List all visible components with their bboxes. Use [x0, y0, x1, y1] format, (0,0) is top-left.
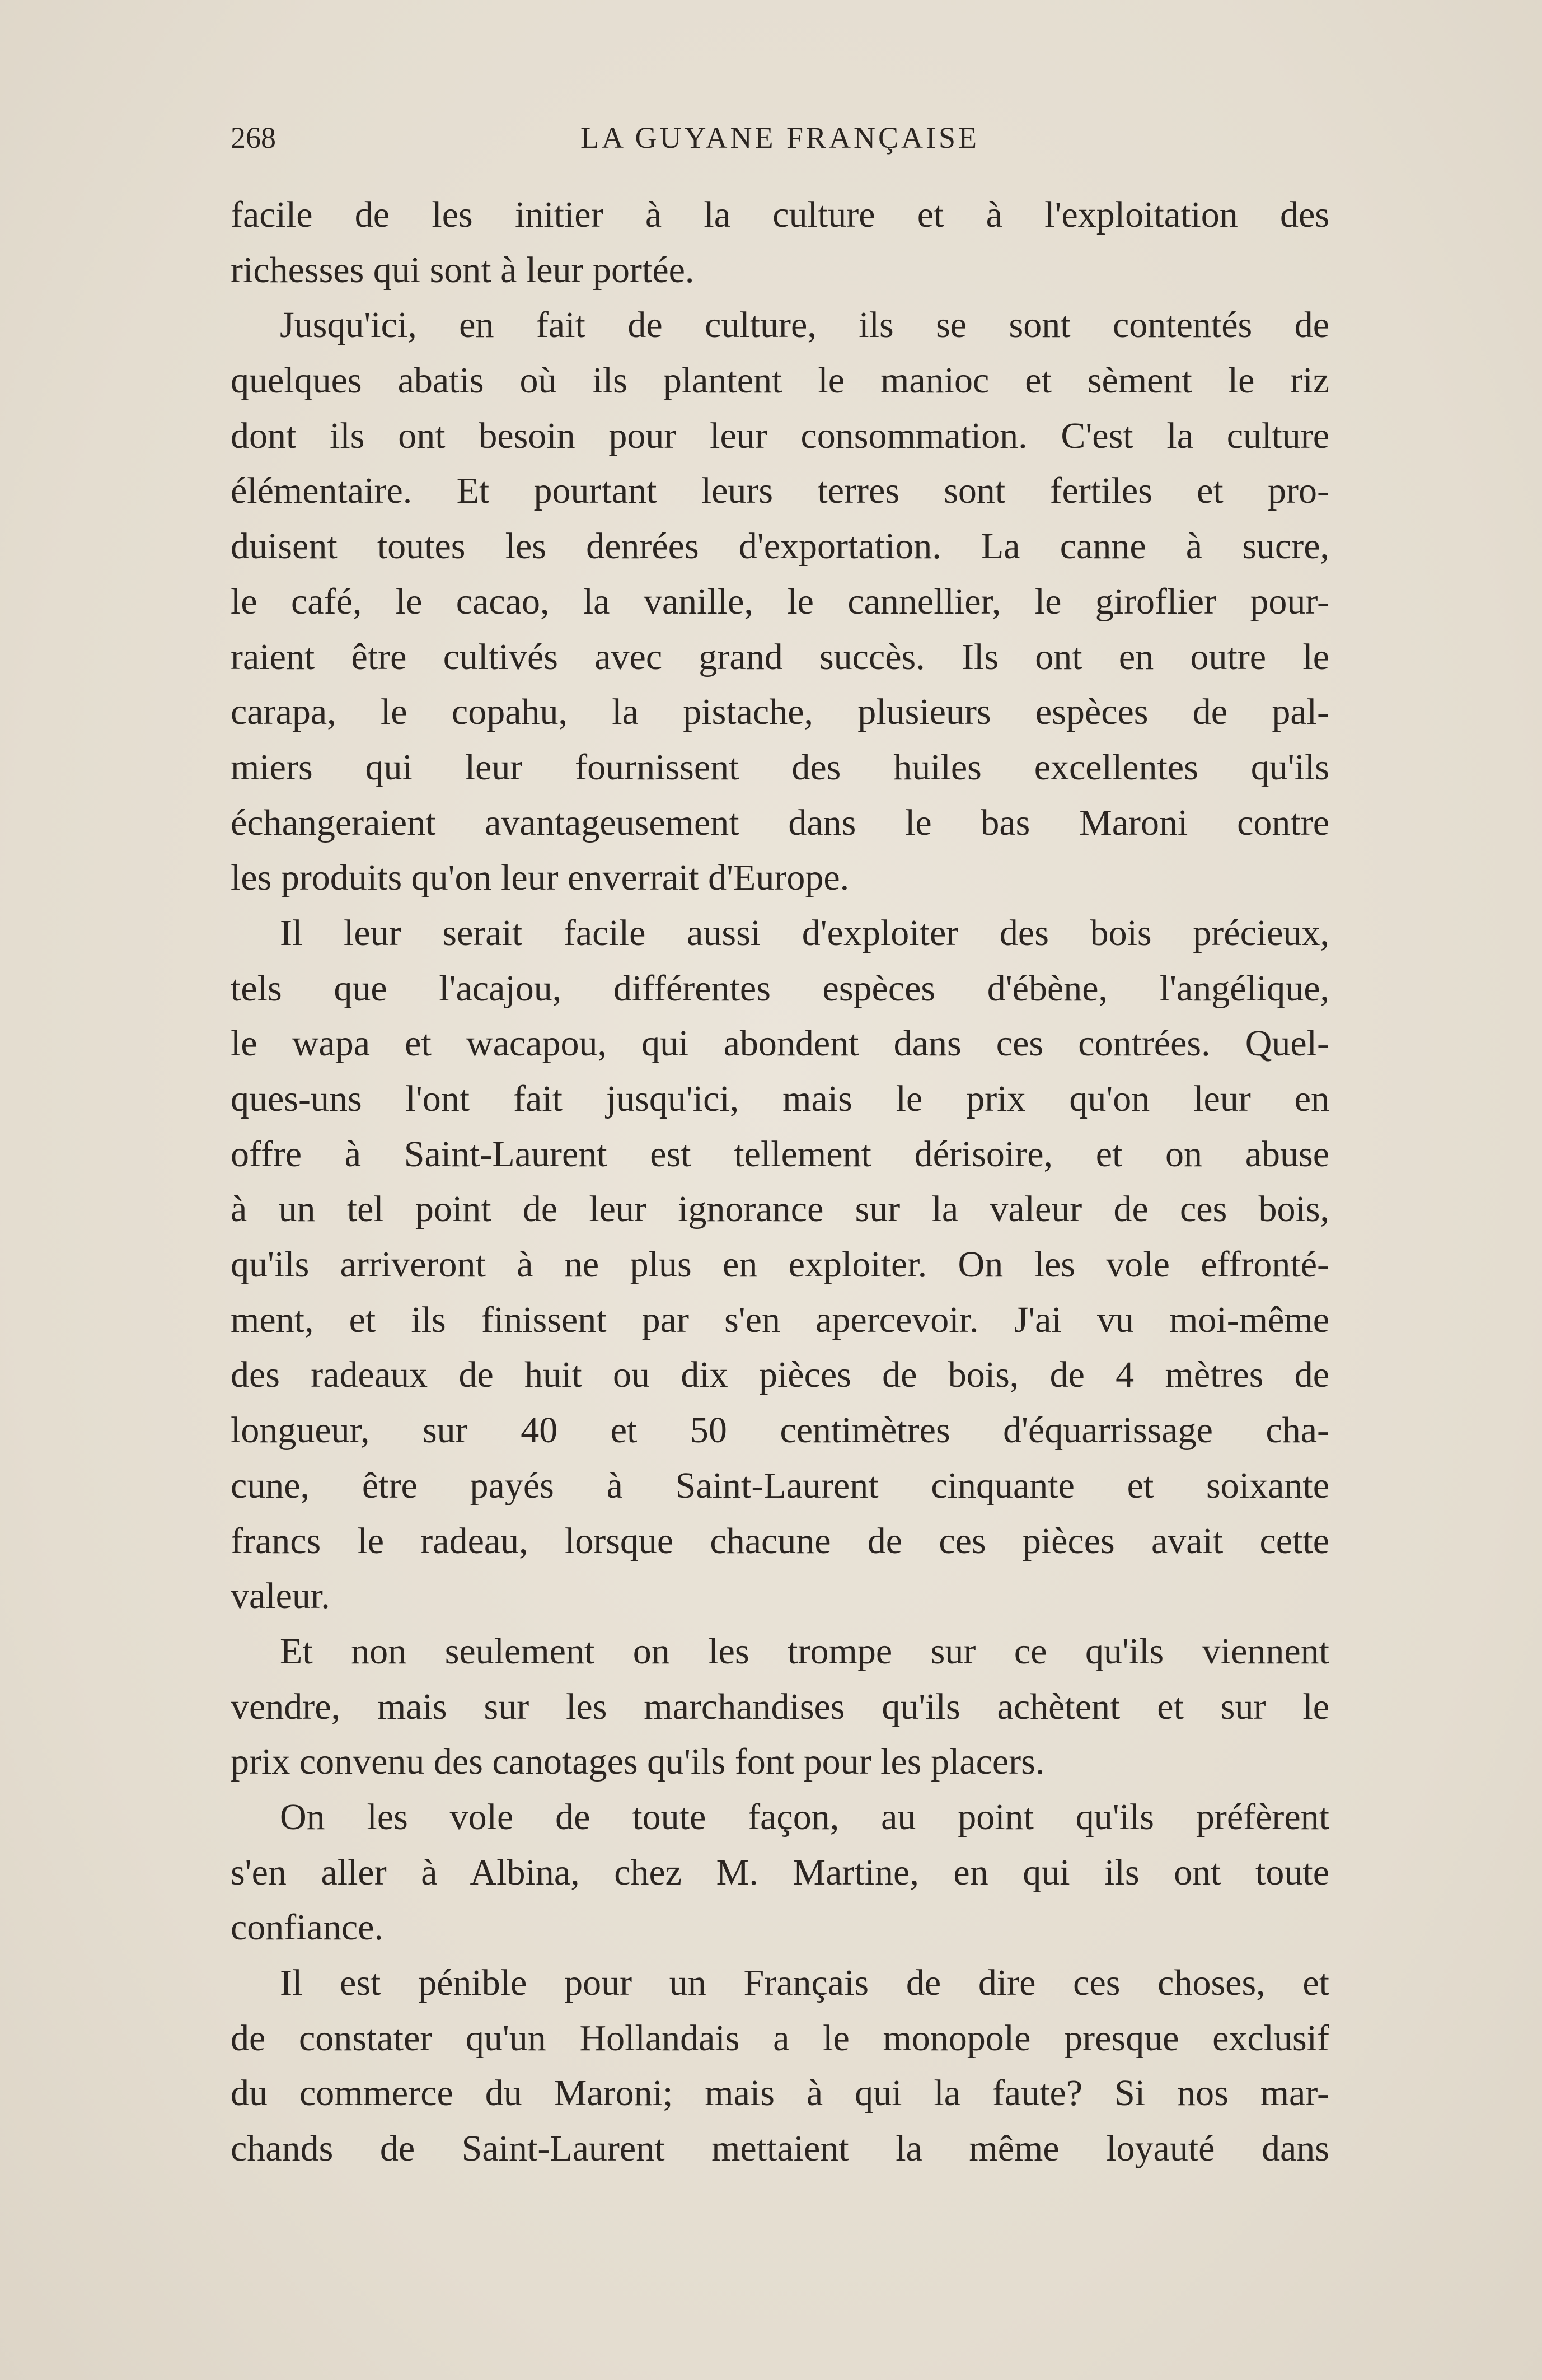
- text-line: longueur, sur 40 et 50 centimètres d'équarrissage cha-: [231, 1410, 1329, 1451]
- text-line: Il leur serait facile aussi d'exploiter des bois précieux,: [280, 912, 1329, 953]
- text-line: à un tel point de leur ignorance sur la valeur de ces bois,: [231, 1189, 1329, 1230]
- text-line: Il est pénible pour un Français de dire ces choses, et: [280, 1962, 1329, 2003]
- text-line: facile de les initier à la culture et à l'exploitation des: [231, 194, 1329, 235]
- text-line: chands de Saint-Laurent mettaient la même loyauté dans: [231, 2128, 1329, 2169]
- text-line: carapa, le copahu, la pistache, plusieurs espèces de pal-: [231, 691, 1329, 733]
- text-line: duisent toutes les denrées d'exportation. La canne à sucre,: [231, 526, 1329, 567]
- text-line: miers qui leur fournissent des huiles excellentes qu'ils: [231, 746, 1329, 788]
- text-line: le café, le cacao, la vanille, le cannellier, le giroflier pour-: [231, 581, 1329, 622]
- body-text: [231, 188, 1329, 2177]
- text-line: valeur.: [231, 1575, 330, 1617]
- text-line: des radeaux de huit ou dix pièces de bois, de 4 mètres de: [231, 1354, 1329, 1396]
- running-header: [231, 120, 1329, 160]
- text-line: francs le radeau, lorsque chacune de ces pièces avait cette: [231, 1520, 1329, 1561]
- text-line: les produits qu'on leur enverrait d'Europe.: [231, 857, 850, 899]
- text-line: cune, être payés à Saint-Laurent cinquante et soixante: [231, 1465, 1329, 1506]
- running-title: LA GUYANE FRANÇAISE: [580, 121, 980, 155]
- text-line: offre à Saint-Laurent est tellement dérisoire, et on abuse: [231, 1133, 1329, 1175]
- text-line: On les vole de toute façon, au point qu'ils préfèrent: [280, 1796, 1329, 1837]
- text-line: prix convenu des canotages qu'ils font pour les placers.: [231, 1741, 1045, 1783]
- text-line: ques-uns l'ont fait jusqu'ici, mais le prix qu'on leur en: [231, 1078, 1329, 1119]
- text-line: qu'ils arriveront à ne plus en exploiter. On les vole effronté-: [231, 1244, 1329, 1285]
- text-line: quelques abatis où ils plantent le manioc et sèment le riz: [231, 360, 1329, 401]
- text-line: Jusqu'ici, en fait de culture, ils se sont contentés de: [280, 305, 1329, 346]
- text-line: vendre, mais sur les marchandises qu'ils achètent et sur le: [231, 1686, 1329, 1727]
- text-line: du commerce du Maroni; mais à qui la faute? Si nos mar-: [231, 2073, 1329, 2114]
- text-line: tels que l'acajou, différentes espèces d'ébène, l'angélique,: [231, 967, 1329, 1009]
- text-line: Et non seulement on les trompe sur ce qu'ils viennent: [280, 1630, 1329, 1672]
- text-line: confiance.: [231, 1907, 383, 1948]
- text-line: échangeraient avantageusement dans le bas Maroni contre: [231, 802, 1329, 843]
- page-number: 268: [231, 121, 276, 155]
- text-line: raient être cultivés avec grand succès. Ils ont en outre le: [231, 636, 1329, 677]
- text-line: de constater qu'un Hollandais a le monopole presque exclusif: [231, 2017, 1329, 2059]
- text-line: dont ils ont besoin pour leur consommation. C'est la culture: [231, 415, 1329, 456]
- text-line: le wapa et wacapou, qui abondent dans ces contrées. Quel-: [231, 1023, 1329, 1064]
- text-line: élémentaire. Et pourtant leurs terres sont fertiles et pro-: [231, 470, 1329, 512]
- text-line: s'en aller à Albina, chez M. Martine, en qui ils ont toute: [231, 1851, 1329, 1893]
- text-line: richesses qui sont à leur portée.: [231, 249, 695, 291]
- text-line: ment, et ils finissent par s'en apercevoir. J'ai vu moi-même: [231, 1299, 1329, 1340]
